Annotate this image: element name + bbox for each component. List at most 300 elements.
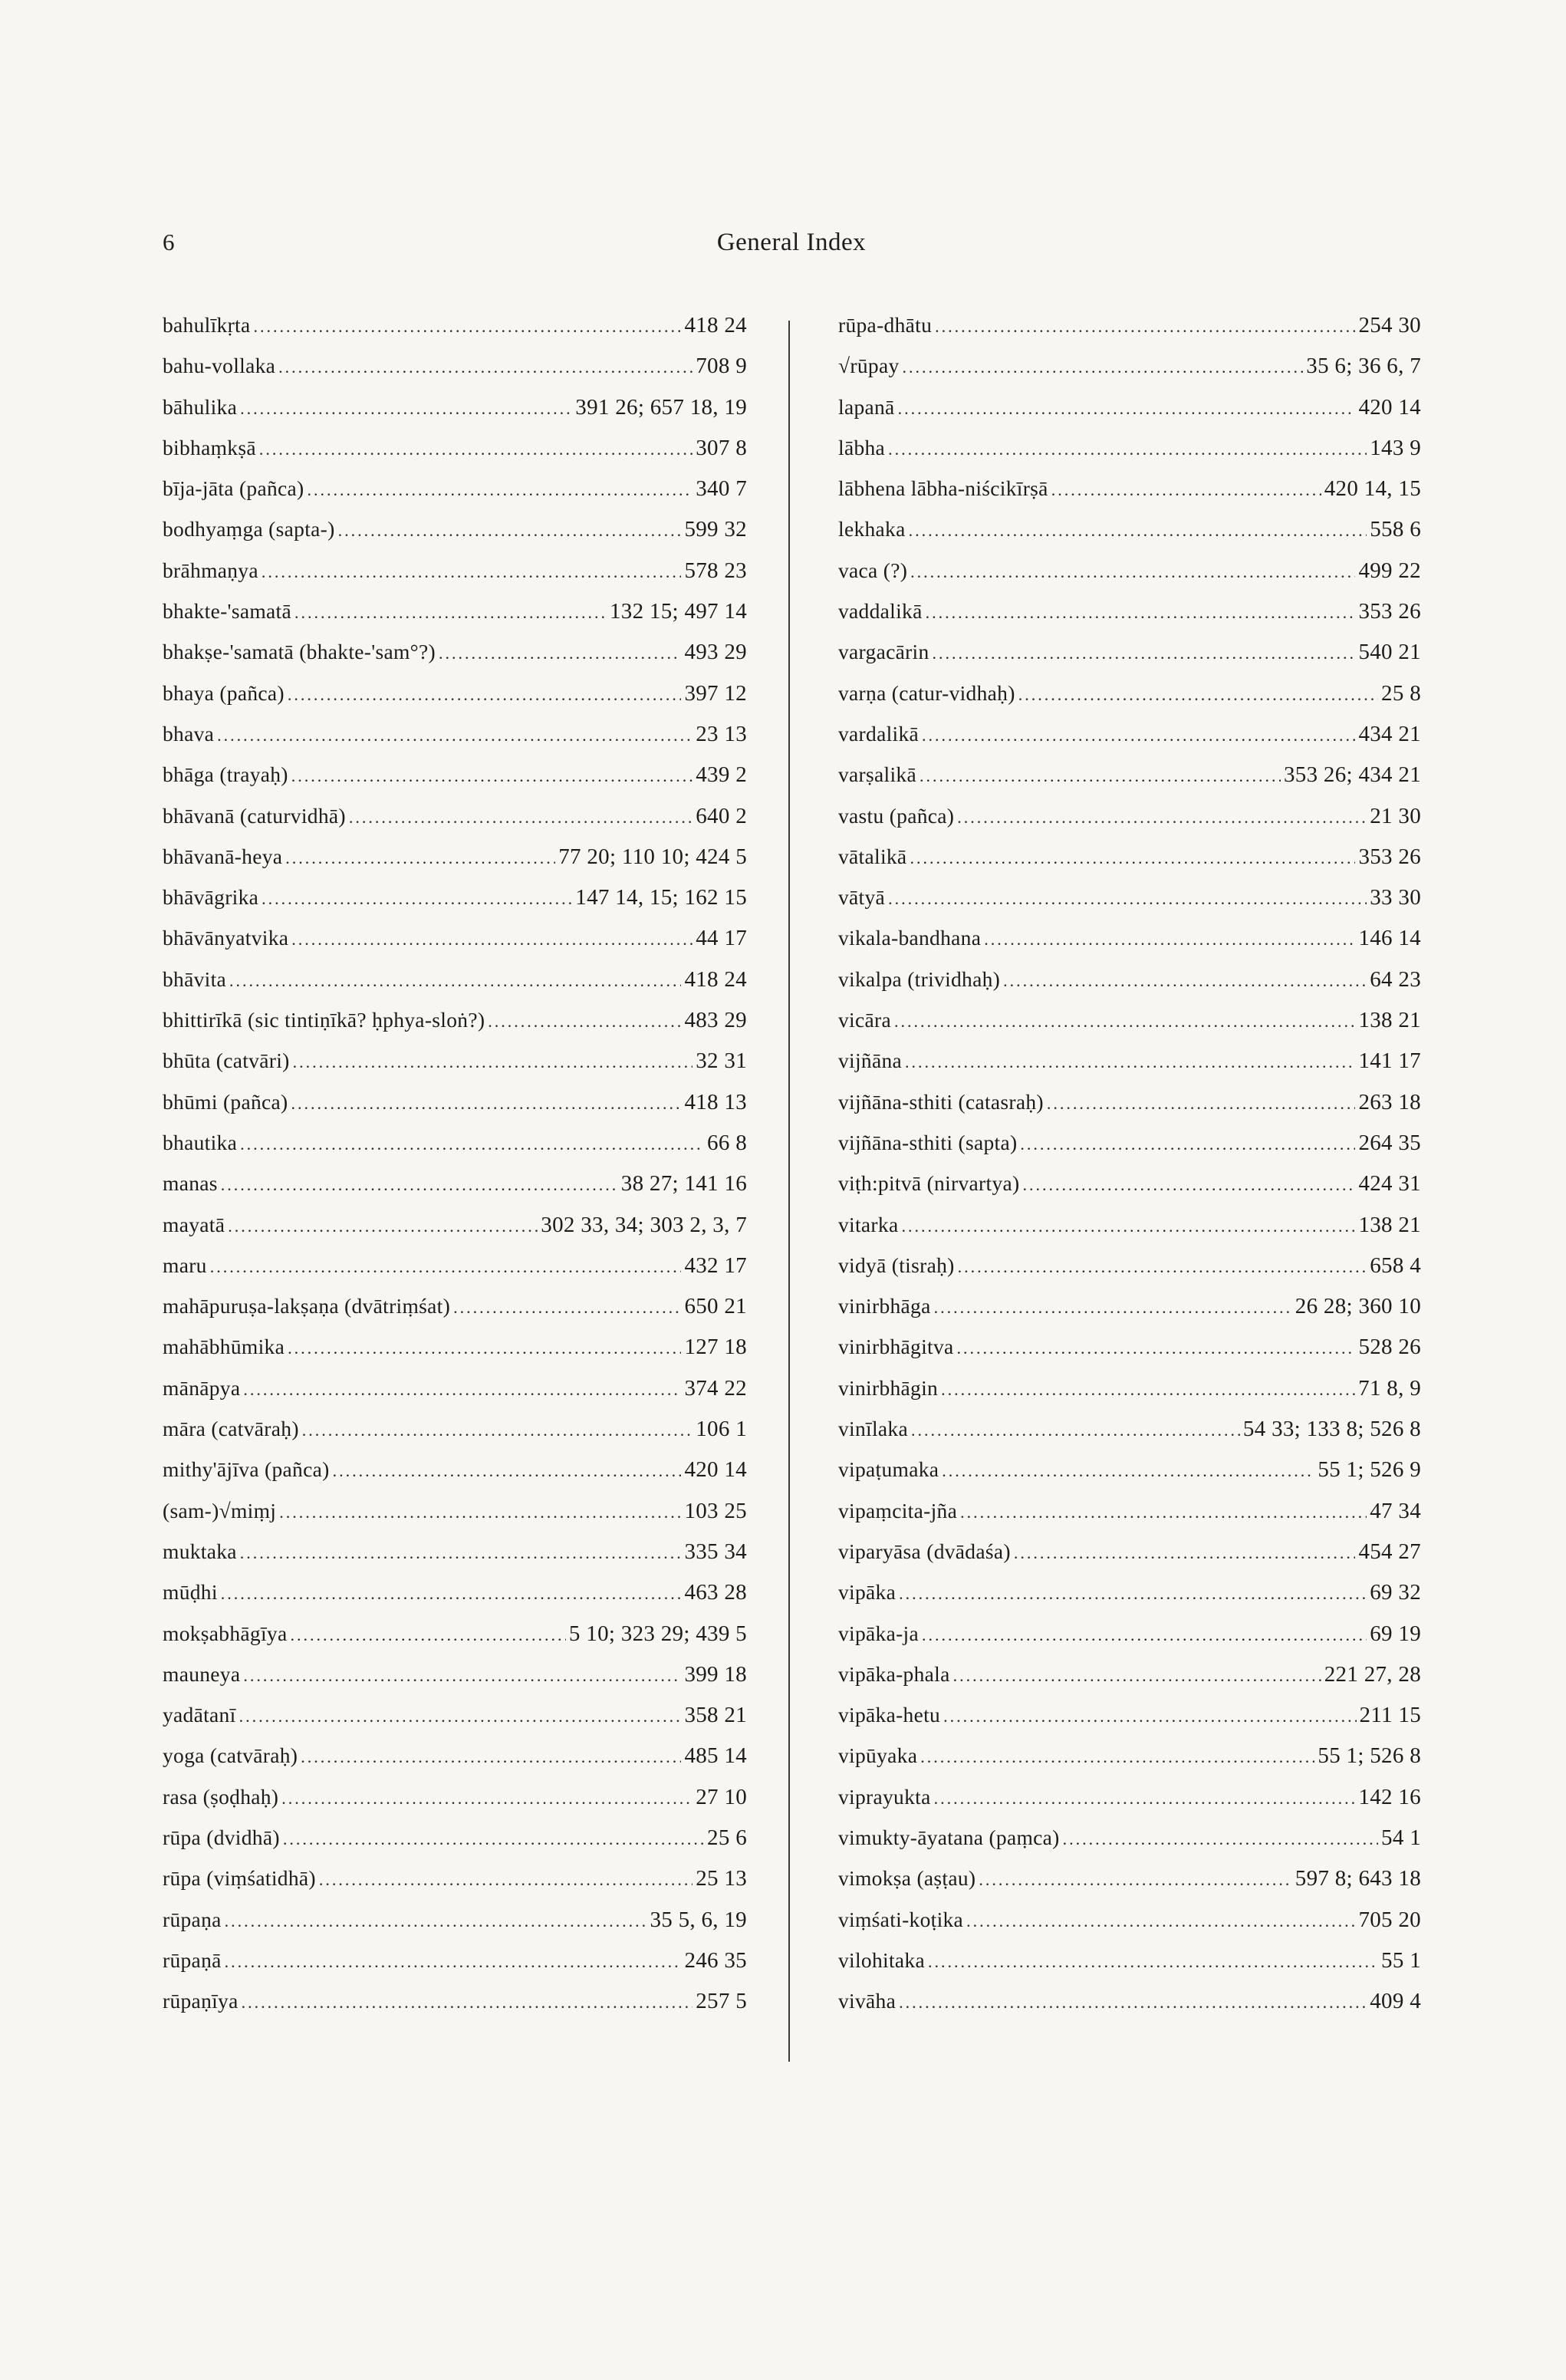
page-reference: 33 30 <box>1370 885 1421 910</box>
page-reference: 55 1 <box>1381 1947 1421 1973</box>
page-reference: 246 35 <box>684 1947 747 1973</box>
dot-leader <box>1051 480 1321 500</box>
page-reference: 650 21 <box>684 1294 747 1319</box>
dot-leader <box>349 808 693 828</box>
index-term: manas <box>163 1171 218 1196</box>
index-term: bhakte-'samatā <box>163 599 291 624</box>
page-reference: 658 4 <box>1370 1253 1421 1278</box>
dot-leader <box>926 603 1356 623</box>
page-reference: 21 30 <box>1370 803 1421 828</box>
page-reference: 23 13 <box>696 721 747 746</box>
index-entry <box>838 1376 1421 1417</box>
page-reference: 254 30 <box>1358 313 1421 337</box>
index-term: mānāpya <box>163 1375 241 1400</box>
page-reference: 64 23 <box>1370 966 1421 992</box>
index-entry <box>838 395 1421 436</box>
page-reference: 47 34 <box>1370 1498 1421 1523</box>
dot-leader <box>903 357 1304 377</box>
page-reference: 493 29 <box>684 640 747 665</box>
index-entry <box>163 1335 747 1375</box>
dot-leader <box>941 1380 1355 1400</box>
index-term: vātyā <box>838 885 886 910</box>
page-reference: 26 28; 360 10 <box>1295 1294 1421 1319</box>
index-term: bibhaṃkṣā <box>163 435 256 459</box>
dot-leader <box>910 562 1355 582</box>
page-reference: 418 24 <box>684 313 747 337</box>
index-term: maru <box>163 1253 207 1277</box>
page-reference: 335 34 <box>684 1539 747 1564</box>
index-term: vinirbhāga <box>838 1294 931 1318</box>
page-reference: 353 26 <box>1358 844 1421 869</box>
index-term: vilohitaka <box>838 1947 925 1972</box>
index-term: bāhulika <box>163 394 238 419</box>
index-entry <box>838 885 1421 926</box>
page-reference: 5 10; 323 29; 439 5 <box>568 1621 747 1646</box>
index-entry <box>163 640 747 680</box>
dot-leader <box>259 439 693 459</box>
index-term: rūpa (viṃśatidhā) <box>163 1866 316 1891</box>
index-term: vipāka-phala <box>838 1661 950 1686</box>
page-reference: 705 20 <box>1358 1907 1421 1932</box>
dot-leader <box>285 848 555 868</box>
page-reference: 409 4 <box>1370 1989 1421 2014</box>
index-term: vipaṭumaka <box>838 1457 939 1482</box>
index-entry <box>163 1171 747 1212</box>
dot-leader <box>210 1257 682 1277</box>
index-entry <box>163 1621 747 1662</box>
index-term: mūḍhi <box>163 1580 218 1605</box>
page-reference: 69 32 <box>1370 1580 1421 1605</box>
page-reference: 142 16 <box>1358 1784 1421 1809</box>
page-reference: 66 8 <box>707 1130 747 1155</box>
dot-leader <box>920 1747 1314 1767</box>
page-reference: 418 24 <box>684 966 747 992</box>
dot-leader <box>922 726 1355 746</box>
index-term: bhāvanā (caturvidhā) <box>163 803 346 828</box>
page-reference: 439 2 <box>696 762 747 788</box>
index-entry <box>838 762 1421 803</box>
page-reference: 485 14 <box>684 1743 747 1769</box>
dot-leader <box>229 971 681 991</box>
dot-leader <box>262 889 572 909</box>
dot-leader <box>301 1747 681 1767</box>
index-term: rūpaṇā <box>163 1947 222 1972</box>
page-reference: 55 1; 526 9 <box>1318 1457 1421 1483</box>
index-entry <box>163 1008 747 1048</box>
index-entry <box>163 1662 747 1703</box>
index-entry <box>163 436 747 476</box>
index-term: bhaya (pañca) <box>163 680 285 705</box>
index-term: māra (catvāraḥ) <box>163 1417 299 1441</box>
index-entry <box>838 1908 1421 1948</box>
index-entry <box>163 722 747 762</box>
page-reference: 71 8, 9 <box>1358 1375 1421 1401</box>
page-reference: 540 21 <box>1358 640 1421 665</box>
index-entry <box>163 885 747 926</box>
index-term: brāhmaṇya <box>163 558 258 582</box>
index-entry <box>838 844 1421 885</box>
index-term: mauneya <box>163 1661 241 1686</box>
dot-leader <box>439 644 682 663</box>
page-reference: 54 1 <box>1381 1825 1421 1850</box>
index-term: vardalikā <box>838 721 920 746</box>
index-term: rūpa (dvidhā) <box>163 1825 280 1849</box>
page-reference: 434 21 <box>1358 721 1421 746</box>
page-reference: 420 14 <box>684 1457 747 1483</box>
index-term: vinirbhāgin <box>838 1375 939 1400</box>
index-entry <box>163 804 747 844</box>
index-term: mahāpuruṣa-lakṣaṇa (dvātriṃśat) <box>163 1294 451 1318</box>
page-reference: 353 26; 434 21 <box>1283 762 1421 788</box>
index-entry <box>838 558 1421 599</box>
index-entry <box>838 1213 1421 1253</box>
index-entry <box>838 476 1421 517</box>
dot-leader <box>1014 1543 1356 1563</box>
page-reference: 146 14 <box>1358 926 1421 951</box>
index-term: viṃśati-koṭika <box>838 1907 964 1931</box>
index-term: vipāka-hetu <box>838 1703 941 1727</box>
index-term: vipūyaka <box>838 1743 918 1768</box>
index-term: vimukty-āyatana (paṃca) <box>838 1825 1060 1849</box>
index-entry <box>163 681 747 722</box>
page-reference: 708 9 <box>696 354 747 379</box>
page-reference: 211 15 <box>1359 1703 1421 1728</box>
index-entry <box>838 1090 1421 1131</box>
index-entry <box>163 1785 747 1825</box>
page-reference: 640 2 <box>696 803 747 828</box>
page-title: General Index <box>716 229 867 256</box>
page-reference: 264 35 <box>1358 1130 1421 1155</box>
index-term: rūpa-dhātu <box>838 313 933 337</box>
page-reference: 32 31 <box>696 1048 747 1074</box>
index-entry <box>838 1866 1421 1907</box>
index-entry <box>838 1335 1421 1375</box>
index-entry <box>838 1171 1421 1212</box>
index-term: vidyā (tisraḥ) <box>838 1253 955 1277</box>
index-term: lābha <box>838 435 886 459</box>
dot-leader <box>221 1584 682 1604</box>
index-term: varṇa (catur-vidhaḥ) <box>838 680 1015 705</box>
page-reference: 307 8 <box>696 435 747 460</box>
index-term: vijñāna-sthiti (catasraḥ) <box>838 1089 1044 1114</box>
dot-leader <box>928 1952 1378 1972</box>
dot-leader <box>308 480 693 500</box>
index-term: mahābhūmika <box>163 1335 285 1359</box>
index-term: vikala-bandhana <box>838 926 982 950</box>
dot-leader <box>278 357 693 377</box>
index-term: bhava <box>163 721 215 746</box>
index-term: mokṣabhāgīya <box>163 1621 288 1645</box>
index-entry <box>163 1213 747 1253</box>
index-term: bahulīkṛta <box>163 313 251 337</box>
index-entry <box>838 599 1421 640</box>
dot-leader <box>225 1952 682 1972</box>
index-term: vipāka <box>838 1580 897 1605</box>
index-term: bīja-jāta (pañca) <box>163 476 304 501</box>
index-entry <box>163 1499 747 1539</box>
dot-leader <box>922 1625 1367 1645</box>
dot-leader <box>293 1052 693 1072</box>
index-entry <box>163 517 747 558</box>
index-term: bhūmi (pañca) <box>163 1089 288 1114</box>
dot-leader <box>909 521 1367 541</box>
page-reference: 263 18 <box>1358 1089 1421 1114</box>
dot-leader <box>302 1420 693 1440</box>
dot-leader <box>488 1012 681 1032</box>
page-reference: 558 6 <box>1370 517 1421 542</box>
page-reference: 221 27, 28 <box>1324 1661 1421 1687</box>
page-reference: 132 15; 497 14 <box>609 599 747 624</box>
column-divider <box>788 321 790 2062</box>
index-term: vaca (?) <box>838 558 908 582</box>
index-entry <box>838 1417 1421 1457</box>
page-reference: 432 17 <box>684 1253 747 1278</box>
dot-leader <box>294 603 607 623</box>
page-reference: 391 26; 657 18, 19 <box>575 394 747 420</box>
index-entry <box>163 1580 747 1621</box>
page-reference: 358 21 <box>684 1703 747 1728</box>
index-entry <box>163 476 747 517</box>
dot-leader <box>935 317 1355 337</box>
dot-leader <box>898 399 1356 419</box>
index-term: yoga (catvāraḥ) <box>163 1743 298 1768</box>
index-term: vitarka <box>838 1212 899 1236</box>
index-entry <box>838 436 1421 476</box>
index-entry <box>838 1948 1421 1989</box>
dot-leader <box>319 1870 693 1890</box>
page-reference: 127 18 <box>684 1335 747 1360</box>
page-reference: 454 27 <box>1358 1539 1421 1564</box>
index-term: vipaṃcita-jña <box>838 1498 958 1522</box>
index-entry <box>163 354 747 394</box>
page-reference: 397 12 <box>684 680 747 706</box>
index-entry <box>838 1580 1421 1621</box>
dot-leader <box>338 521 682 541</box>
index-term: bhittirīkā (sic tintiṇīkā? ḥphya-sloṅ?) <box>163 1008 485 1032</box>
page-reference: 55 1; 526 8 <box>1318 1743 1421 1769</box>
index-term: lapanā <box>838 394 895 419</box>
page-reference: 106 1 <box>696 1417 747 1442</box>
index-entry <box>163 599 747 640</box>
index-term: rūpaṇa <box>163 1907 222 1931</box>
dot-leader <box>1018 685 1378 705</box>
dot-leader <box>225 1911 647 1931</box>
index-entry <box>163 1825 747 1866</box>
page-reference: 54 33; 133 8; 526 8 <box>1242 1417 1421 1442</box>
dot-leader <box>240 399 572 419</box>
index-term: varṣalikā <box>838 762 916 787</box>
dot-leader <box>979 1870 1291 1890</box>
dot-leader <box>911 1420 1240 1440</box>
index-entry <box>838 967 1421 1008</box>
dot-leader <box>934 1789 1356 1809</box>
dot-leader <box>1047 1094 1356 1114</box>
dot-leader <box>901 1216 1355 1236</box>
dot-leader <box>221 1175 618 1195</box>
page-number: 6 <box>163 229 175 255</box>
index-entry <box>838 722 1421 762</box>
index-entry <box>838 1621 1421 1662</box>
page-reference: 35 5, 6, 19 <box>650 1907 747 1932</box>
index-term: muktaka <box>163 1539 237 1563</box>
dot-leader <box>888 889 1367 909</box>
index-term: viprayukta <box>838 1784 931 1809</box>
dot-leader <box>1020 1134 1355 1154</box>
index-term: bhāvāgrika <box>163 885 259 910</box>
index-term: bhāvita <box>163 966 227 991</box>
dot-leader <box>279 1503 681 1522</box>
dot-leader <box>254 317 682 337</box>
dot-leader <box>228 1216 538 1236</box>
index-entry <box>163 1048 747 1089</box>
index-column-right <box>838 313 1421 2029</box>
dot-leader <box>984 930 1355 950</box>
dot-leader <box>888 439 1367 459</box>
page-reference: 147 14, 15; 162 15 <box>575 885 747 910</box>
page-reference: 374 22 <box>684 1375 747 1401</box>
index-term: rūpaṇīya <box>163 1989 239 2013</box>
index-term: vimokṣa (aṣṭau) <box>838 1866 976 1891</box>
dot-leader <box>288 685 682 705</box>
dot-leader <box>899 1584 1367 1604</box>
page-reference: 35 6; 36 6, 7 <box>1306 354 1421 379</box>
index-term: bahu-vollaka <box>163 354 276 378</box>
index-term: vijñāna-sthiti (sapta) <box>838 1130 1018 1154</box>
dot-leader <box>943 1707 1356 1727</box>
page-reference: 578 23 <box>684 558 747 583</box>
dot-leader <box>217 726 693 746</box>
index-term: lekhaka <box>838 517 906 542</box>
page-reference: 599 32 <box>684 517 747 542</box>
index-term: lābhena lābha-niścikīrṣā <box>838 476 1048 501</box>
index-term: yadātanī <box>163 1703 236 1727</box>
page-reference: 138 21 <box>1358 1008 1421 1033</box>
index-entry <box>838 1539 1421 1580</box>
index-entry <box>163 967 747 1008</box>
page-reference: 77 20; 110 10; 424 5 <box>558 844 747 869</box>
index-entry <box>163 1376 747 1417</box>
index-entry <box>163 395 747 436</box>
page-reference: 143 9 <box>1370 435 1421 460</box>
dot-leader <box>920 766 1281 786</box>
index-entry <box>163 1703 747 1743</box>
index-term: vipāka-ja <box>838 1621 920 1645</box>
index-entry <box>838 1703 1421 1743</box>
page-reference: 38 27; 141 16 <box>620 1171 747 1197</box>
index-term: vaddalikā <box>838 599 923 624</box>
index-term: bhūta (catvāri) <box>163 1048 290 1073</box>
index-entry <box>163 1131 747 1171</box>
dot-leader <box>957 808 1367 828</box>
index-entry <box>838 1825 1421 1866</box>
dot-leader <box>291 1094 682 1114</box>
index-entry <box>163 762 747 803</box>
dot-leader <box>1063 1829 1378 1849</box>
page-reference: 302 33, 34; 303 2, 3, 7 <box>541 1212 747 1237</box>
index-entry <box>838 517 1421 558</box>
page-reference: 418 13 <box>684 1089 747 1114</box>
dot-leader <box>239 1707 682 1727</box>
dot-leader <box>905 1052 1355 1072</box>
page-reference: 597 8; 643 18 <box>1295 1866 1421 1891</box>
page-reference: 499 22 <box>1358 558 1421 583</box>
index-entry <box>838 313 1421 354</box>
dot-leader <box>910 848 1355 868</box>
index-term: mithy'ājīva (pañca) <box>163 1457 330 1482</box>
index-entry <box>163 1294 747 1335</box>
index-entry <box>838 804 1421 844</box>
index-entry <box>838 1253 1421 1294</box>
page-header <box>163 229 1420 262</box>
dot-leader <box>958 1257 1367 1277</box>
index-term: viṭh:pitvā (nirvartya) <box>838 1171 1020 1196</box>
index-entry <box>163 1090 747 1131</box>
index-column-left <box>163 313 747 2029</box>
index-entry <box>163 844 747 885</box>
dot-leader <box>934 1298 1292 1318</box>
index-entry <box>163 926 747 966</box>
page-reference: 25 13 <box>696 1866 747 1891</box>
index-entry <box>838 640 1421 680</box>
index-entry <box>838 681 1421 722</box>
index-term: vikalpa (trividhaḥ) <box>838 966 1001 991</box>
index-entry <box>838 926 1421 966</box>
page-reference: 27 10 <box>696 1784 747 1809</box>
page-reference: 141 17 <box>1358 1048 1421 1074</box>
dot-leader <box>899 1993 1367 2013</box>
page-reference: 44 17 <box>696 926 747 951</box>
index-term: bhāvānyatvika <box>163 926 289 950</box>
index-entry <box>163 1417 747 1457</box>
dot-leader <box>281 1789 693 1809</box>
index-term: vijñāna <box>838 1048 903 1073</box>
dot-leader <box>290 1625 565 1645</box>
index-term: bhakṣe-'samatā (bhakte-'sam°?) <box>163 640 436 664</box>
dot-leader <box>1003 971 1367 991</box>
index-entry <box>838 1131 1421 1171</box>
dot-leader <box>933 644 1356 663</box>
dot-leader <box>240 1134 704 1154</box>
index-entry <box>163 1866 747 1907</box>
dot-leader <box>333 1461 682 1481</box>
index-entry <box>838 1662 1421 1703</box>
index-entry <box>838 1457 1421 1498</box>
page-reference: 528 26 <box>1358 1335 1421 1360</box>
dot-leader <box>240 1543 682 1563</box>
index-term: bhautika <box>163 1130 238 1154</box>
index-entry <box>163 1539 747 1580</box>
index-entry <box>838 1048 1421 1089</box>
dot-leader <box>291 766 693 786</box>
index-term: vivāha <box>838 1989 897 2013</box>
index-entry <box>163 1989 747 2029</box>
index-term: vastu (pañca) <box>838 803 955 828</box>
index-entry <box>838 354 1421 394</box>
dot-leader <box>953 1666 1321 1686</box>
index-term: mayatā <box>163 1212 225 1236</box>
dot-leader <box>242 1993 693 2013</box>
index-entry <box>838 1785 1421 1825</box>
index-entry <box>163 1743 747 1784</box>
index-entry <box>163 313 747 354</box>
index-entry <box>838 1499 1421 1539</box>
index-term: bhāvanā-heya <box>163 844 283 868</box>
index-entry <box>163 1948 747 1989</box>
dot-leader <box>942 1461 1314 1481</box>
page-reference: 483 29 <box>684 1008 747 1033</box>
index-term: rasa (ṣoḍhaḥ) <box>163 1784 279 1809</box>
index-term: viparyāsa (dvādaśa) <box>838 1539 1011 1563</box>
